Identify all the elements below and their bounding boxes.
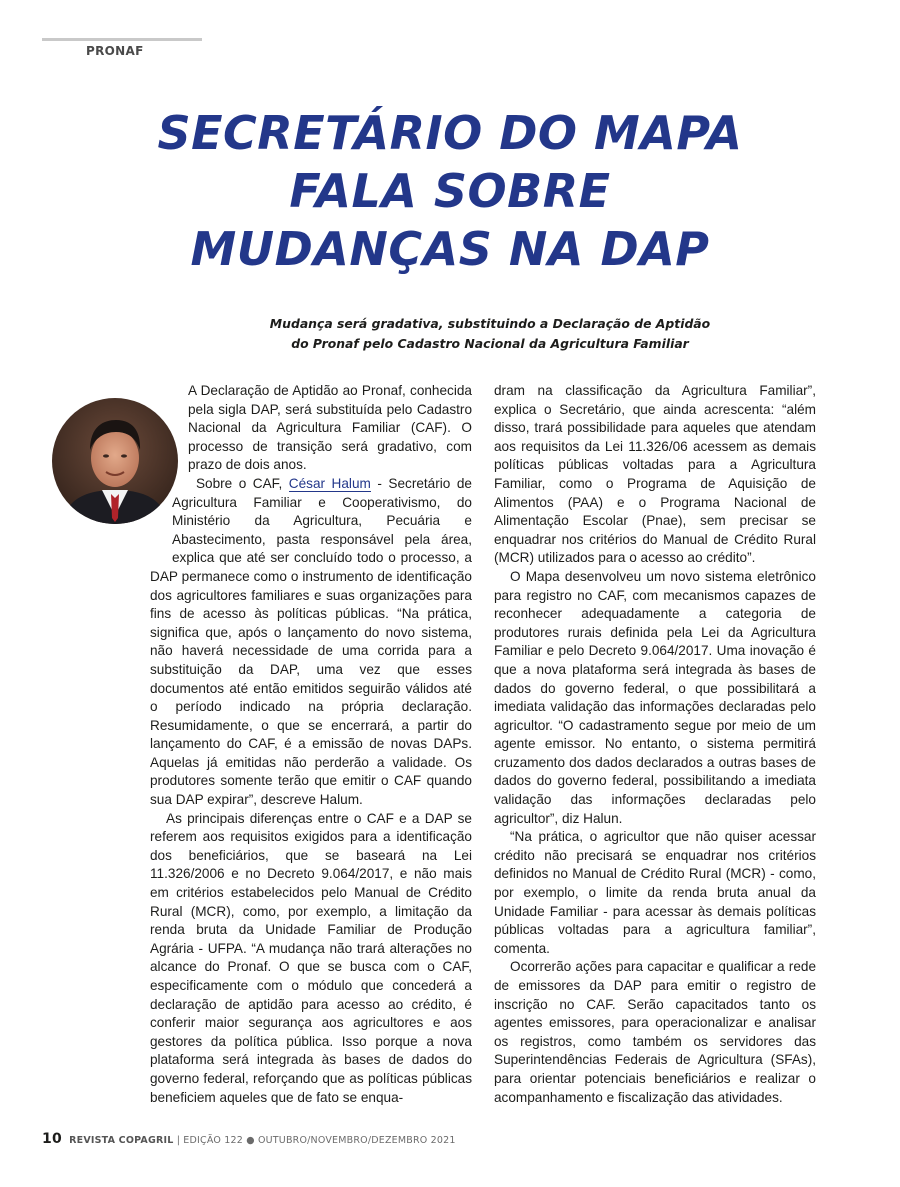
headline-line-3: MUDANÇAS NA DAP xyxy=(190,222,710,276)
section-label: PRONAF xyxy=(86,44,144,58)
paragraph-3: As principais diferenças entre o CAF e a DAP se referem aos requisitos exigidos para a identificação dos beneficiários, que se baseará na Lei 11.326/2006 e no Decreto 9.064/2017, e não mais em critérios estabelecidos pelo Manual de Crédito Rural (MCR), como, por exemplo, a limitação da renda bruta da Unidade Familiar de Produção Agrária - UFPA. “A mudança não trará alterações no alcance do Pronaf. O que se busca com o CAF, especificamente com o módulo que concederá a declaração de aptidão para acesso ao crédito, é conferir maior segurança aos agricultores e aos gestores da política pública. Isso porque a nova plataforma será integrada às bases de dados do governo federal, reforçando que as políticas públicas beneficiem aqueles que de fato se enqua- xyxy=(150,810,472,1105)
section-rule xyxy=(42,38,202,41)
article-column-left xyxy=(150,382,472,1107)
headline xyxy=(0,104,900,278)
paragraph-2 xyxy=(150,475,472,810)
deck-line-2: do Pronaf pelo Cadastro Nacional da Agricultura Familiar xyxy=(291,336,689,351)
magazine-name: REVISTA COPAGRIL xyxy=(69,1135,174,1146)
paragraph-7: Ocorrerão ações para capacitar e qualificar a rede de emissores da DAP para emitir o registro de inscrição no CAF. Serão capacitados tanto os agentes emissores, para operacionalizar e analisar os registros, como também os servidores das Superintendências Federais de Agricultura (SFAs), para orientar potenciais beneficiários e realizar o acompanhamento e fiscalização das atividades. xyxy=(494,959,816,1105)
paragraph-4: dram na classificação da Agricultura Familiar”, explica o Secretário, que ainda acrescenta: “além disso, trará possibilidade para aqueles que atendam aos requisitos da Lei 11.326/06 acessem as demais políticas públicas voltadas para a Agricultura Familiar, como o Programa de Aquisição de Alimentos (PAA) e o Programa Nacional de Alimentação Escolar (Pnae), sem precisar se enquadrar nos critérios do Manual de Crédito Rural (MCR) utilizados para o acesso ao crédito”. xyxy=(494,383,816,566)
headline-line-1: SECRETÁRIO DO MAPA xyxy=(157,106,743,160)
person-name-link: César Halum xyxy=(288,475,371,491)
paragraph-6: “Na prática, o agricultor que não quiser acessar crédito não precisará se enquadrar nos critérios definidos no Manual de Crédito Rural (MCR) - como, por exemplo, o limite da renda bruta anual da Unidade Familiar - para acessar às demais políticas públicas voltadas para a agricultura familiar”, comenta. xyxy=(494,829,816,956)
article-column-right xyxy=(494,382,816,1107)
headline-line-2: FALA SOBRE xyxy=(289,164,611,218)
deck-line-1: Mudança será gradativa, substituindo a Declaração de Aptidão xyxy=(269,316,711,331)
page-footer xyxy=(42,1131,456,1147)
page-number: 10 xyxy=(42,1131,62,1147)
deck xyxy=(180,314,800,354)
paragraph-2-prefix: Sobre o CAF, xyxy=(195,475,283,491)
edition-info: | EDIÇÃO 122 ● OUTUBRO/NOVEMBRO/DEZEMBRO 2021 xyxy=(176,1135,456,1146)
paragraph-1: A Declaração de Aptidão ao Pronaf, conhecida pela sigla DAP, será substituída pelo Cadastro Nacional da Agricultura Familiar (CAF). O processo de transição será gradativo, com prazo de dois anos. xyxy=(188,383,472,473)
paragraph-2-body: - Secretário de Agricultura Familiar e Cooperativismo, do Ministério da Agricultura, Pecuária e Abastecimento, pasta responsável pela área, explica que até ser concluído todo o processo, a DAP permanece como o instrumento de identificação dos agricultores familiares e suas organizações para fins de acesso às políticas públicas. “Na prática, significa que, após o lançamento do novo sistema, não haverá necessidade de uma corrida para a substituição da DAP, uma vez que esses documentos até então emitidos seguirão válidos até o período indicado na própria declaração. Resumidamente, o que se encerrará, a partir do lançamento do CAF, é a emissão de novas DAPs. Aquelas já emitidas não perderão a validade. Os produtores somente terão que emitir o CAF quando sua DAP expirar”, descreve Halum. xyxy=(150,475,472,808)
paragraph-5: O Mapa desenvolveu um novo sistema eletrônico para registro no CAF, com mecanismos capazes de reconhecer adequadamente a categoria de produtores rurais definida pela Lei da Agricultura Familiar e pelo Decreto 9.064/2017. Uma inovação é que a nova plataforma será integrada às bases de dados do governo federal, o que possibilitará a imediata validação das informações declaradas pelo agricultor. “O cadastramento segue por meio de um agente emissor. No entanto, o sistema permitirá cruzamento dos dados declarados a outras bases de dados do governo federal, possibilitando a imediata validação das informações declaradas pelo agricultor”, diz Halun. xyxy=(494,568,816,826)
